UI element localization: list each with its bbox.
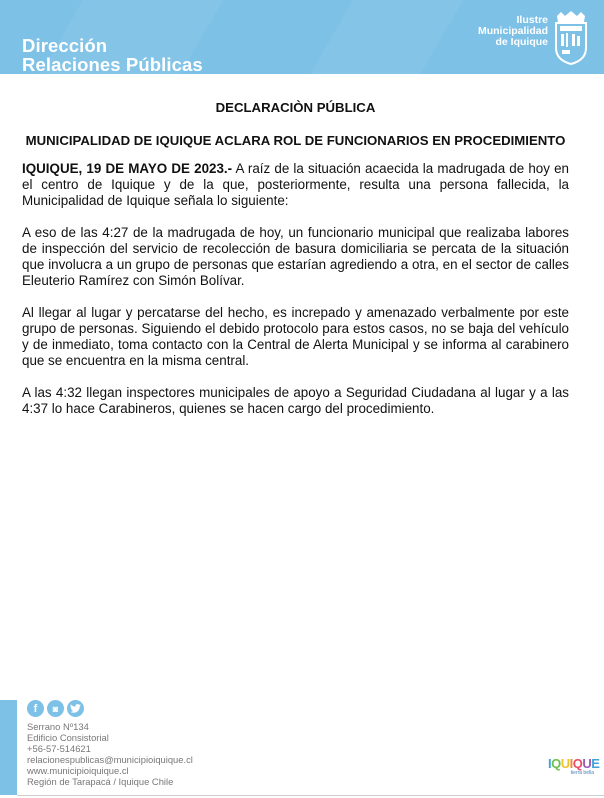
phone: +56-57-514621 <box>27 743 91 754</box>
twitter-icon[interactable] <box>67 700 84 717</box>
paragraph-text: A raíz de la situación acaecida la madrugada de hoy en el centro de Iquique y de la que, posteriormente, resulta una persona fallecida, la Municipalidad de Iquique señala lo siguiente: <box>22 161 570 208</box>
address-street: Serrano Nº134 <box>27 721 89 732</box>
social-links <box>27 700 84 717</box>
facebook-icon[interactable]: f <box>27 700 44 717</box>
twitter-bird-icon <box>70 704 81 713</box>
email-link[interactable]: relacionespublicas@municipioiquique.cl <box>27 754 193 765</box>
municipality-name <box>478 15 548 48</box>
municipality-line-2: Municipalidad <box>477 25 548 37</box>
brand-word: IQUIQUE <box>548 756 600 771</box>
footer-divider <box>17 795 604 796</box>
dateline: IQUIQUE, 19 DE MAYO DE 2023.- <box>22 161 233 176</box>
document-heading: DECLARACIÒN PÚBLICA <box>215 100 376 115</box>
page-header <box>0 0 604 74</box>
paragraph: A eso de las 4:27 de la madrugada de hoy, un funcionario municipal que realizaba labores de inspección del servicio de recolección de basura domiciliaria se percata de la situación que involucra a un grupo de personas que estarían agrediendo a otra, en el sector de calles Eleuterio Ramírez con Simón Bolívar. <box>22 225 569 288</box>
iquique-brand-logo <box>548 757 600 776</box>
address-building: Edificio Consistorial <box>27 732 109 743</box>
brand-tagline: tierra bella <box>570 770 594 776</box>
website-link[interactable]: www.municipioiquique.cl <box>27 765 129 776</box>
footer-accent-stripe <box>0 700 17 795</box>
instagram-icon[interactable]: ◙ <box>47 700 64 717</box>
paragraph: Al llegar al lugar y percatarse del hecho, es increpado y amenazado verbalmente por este grupo de personas. Siguiendo el debido protocolo para estos casos, no se baja del vehículo y de inmediato, toma contacto con la Central de Alerta Municipal y se informa al carabinero que se encuentra en la misma central. <box>22 305 569 368</box>
header-decoration <box>295 0 474 74</box>
paragraph <box>22 161 569 209</box>
department-title <box>22 36 203 74</box>
contact-info <box>27 721 193 787</box>
press-release <box>22 100 569 433</box>
region: Región de Tarapacá / Iquique Chile <box>27 776 174 787</box>
department-line-2: Relaciones Públicas <box>22 54 203 74</box>
municipal-crest-icon <box>554 10 588 65</box>
municipality-line-3: de Iquique <box>495 36 548 48</box>
department-line-1: Dirección <box>22 35 108 56</box>
municipality-line-1: Ilustre <box>516 14 548 26</box>
paragraph: A las 4:32 llegan inspectores municipales de apoyo a Seguridad Ciudadana al lugar y a las 4:37 lo hace Carabineros, quienes se hacen cargo del procedimiento. <box>22 385 569 416</box>
document-subheading: MUNICIPALIDAD DE IQUIQUE ACLARA ROL DE FUNCIONARIOS EN PROCEDIMIENTO <box>25 133 566 148</box>
